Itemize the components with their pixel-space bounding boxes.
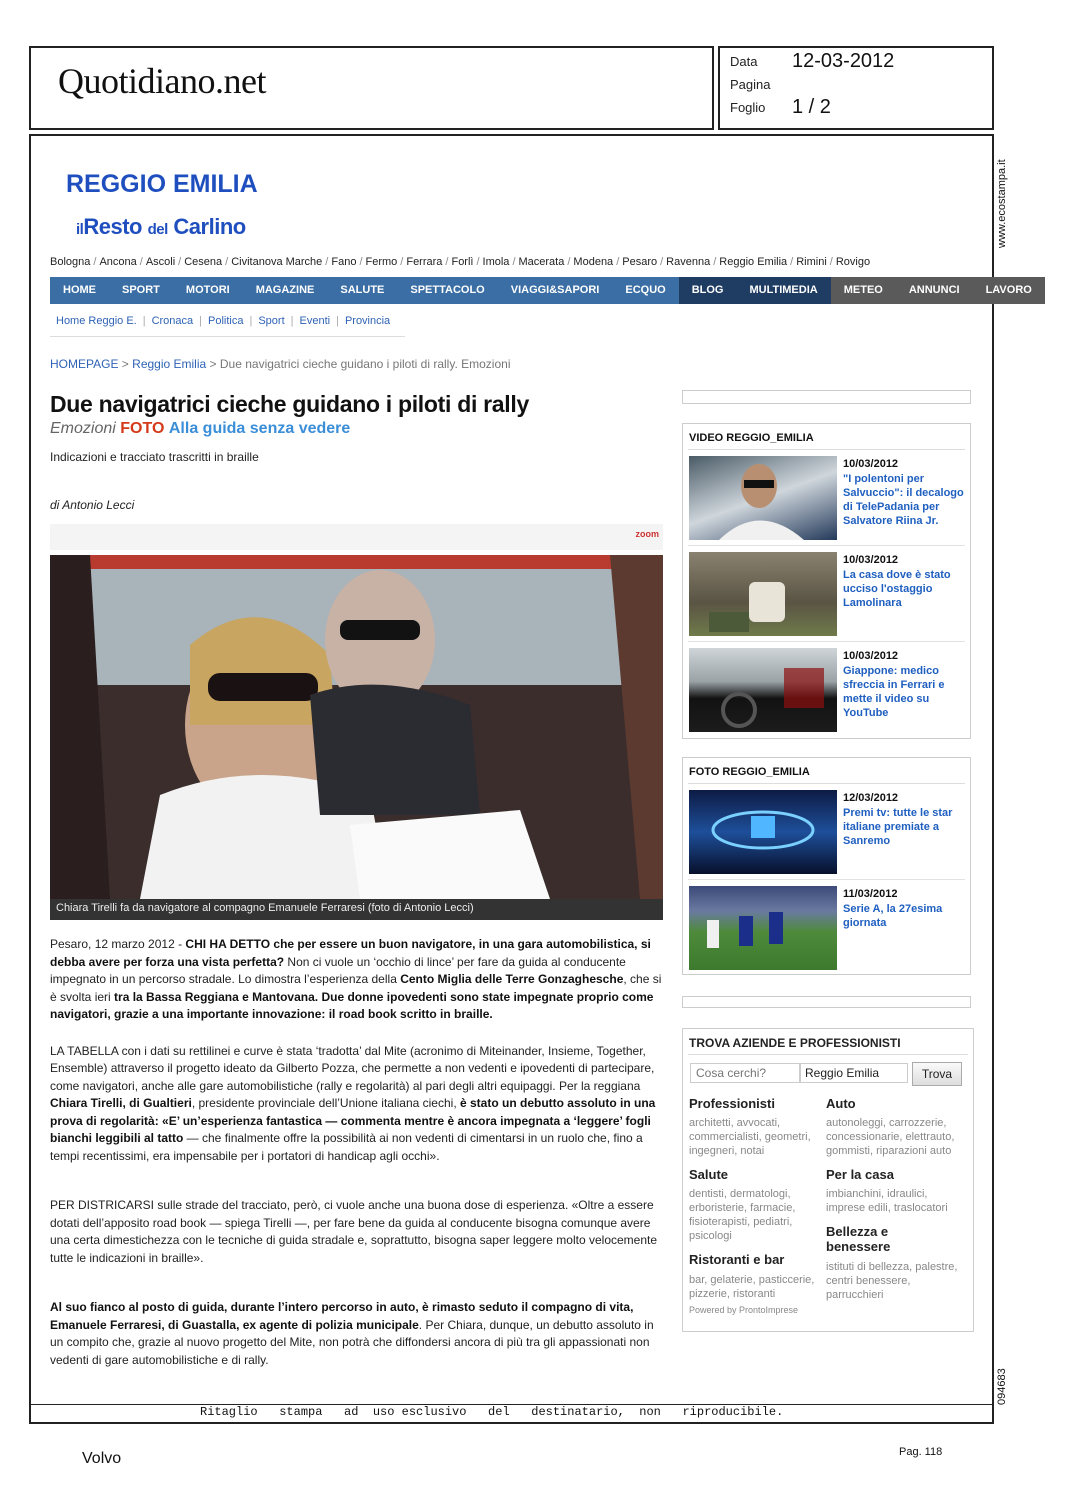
- nav-item[interactable]: SPETTACOLO: [410, 284, 485, 296]
- cat-casa-list: imbianchini, idraulici, imprese edili, traslocatori: [826, 1188, 948, 1214]
- nav-item[interactable]: BLOG: [679, 277, 737, 304]
- city-links: [50, 256, 870, 268]
- article-title: Due navigatrici cieche guidano i piloti di rally: [50, 391, 529, 417]
- article-summary: Indicazioni e tracciato trascritti in braille: [50, 450, 259, 464]
- article-photo: [50, 555, 663, 899]
- foto-date-2: 11/03/2012: [843, 888, 898, 900]
- subnav-item[interactable]: Politica: [208, 315, 244, 327]
- ad-slot-top: [682, 390, 971, 404]
- zoom-icon[interactable]: zoom: [635, 529, 659, 539]
- subnav-item[interactable]: Cronaca: [151, 315, 194, 327]
- masthead-logo: Quotidiano.net: [58, 61, 266, 101]
- subnav-separator: |: [290, 315, 294, 327]
- data-label: Data: [730, 54, 758, 69]
- subnav-rule: [50, 336, 405, 337]
- nav-item[interactable]: LAVORO: [973, 277, 1045, 304]
- city-link[interactable]: Reggio Emilia: [719, 256, 788, 268]
- main-nav: [50, 277, 1032, 304]
- footer-brand: Volvo: [82, 1450, 122, 1467]
- paragraph-1: Pesaro, 12 marzo 2012 - CHI HA DETTO che per essere un buon navigatore, in una gara automobilistica, si debba avere per forza una vista perfetta? Non ci vuole un ‘occhio di lince’ per fare da guida al conducente impegnato in un percorso stradale. Lo dimostra l’esperienza della Cento Miglia delle Terre Gonzaghesche, che si è svolta ieri tra la Bassa Reggiana e Mantovana. Due donne ipovedenti sono state impegnate proprio come navigatori, grazie a una importante innovazione: il road book scritto in braille.: [50, 937, 662, 1021]
- nav-item[interactable]: ECQUO: [625, 284, 666, 296]
- subnav-item[interactable]: Home Reggio E.: [56, 315, 137, 327]
- city-link[interactable]: Ascoli: [145, 256, 176, 268]
- city-separator: /: [660, 256, 664, 268]
- subnav-separator: |: [142, 315, 146, 327]
- share-bar: [50, 524, 663, 550]
- nav-item[interactable]: VIAGGI&SAPORI: [510, 284, 600, 296]
- city-separator: /: [567, 256, 571, 268]
- city-link[interactable]: Cesena: [184, 256, 223, 268]
- nav-item[interactable]: MAGAZINE: [255, 284, 315, 296]
- nav-item[interactable]: METEO: [831, 277, 896, 304]
- breadcrumb: HOMEPAGE > Reggio Emilia > Due navigatrici cieche guidano i piloti di rally. Emozioni: [50, 357, 511, 371]
- clipping-notice: Ritaglio stampa ad uso esclusivo del destinatario, non riproducibile.: [200, 1405, 784, 1419]
- photo-car-interior: [50, 555, 663, 899]
- cat-professionisti[interactable]: Professionisti: [689, 1096, 775, 1111]
- subnav-separator: |: [199, 315, 203, 327]
- cat-ristoranti[interactable]: Ristoranti e bar: [689, 1252, 785, 1267]
- foto-heading: FOTO REGGIO_EMILIA: [689, 766, 810, 778]
- breadcrumb-section[interactable]: Reggio Emilia: [132, 357, 207, 371]
- city-link[interactable]: Macerata: [518, 256, 565, 268]
- video-date-1: 10/03/2012: [843, 458, 899, 470]
- city-separator: /: [225, 256, 229, 268]
- cat-auto-list: autonoleggi, carrozzerie, concessionarie, elettrauto, gommisti, riparazioni auto: [826, 1117, 955, 1157]
- sub-nav: [56, 315, 390, 327]
- foto-title-2[interactable]: Serie A, la 27esima giornata: [843, 903, 943, 929]
- foglio-label: Foglio: [730, 100, 766, 115]
- city-separator: /: [476, 256, 480, 268]
- city-link[interactable]: Rimini: [796, 256, 827, 268]
- paragraph-4: Al suo fianco al posto di guida, durante l’intero percorso in auto, è rimasto seduto il compagno di vita, Emanuele Ferraresi, di Guastalla, ex agente di polizia municipale. Per Chiara, dunque, un debutto assoluto in un compito che, grazie al nuovo progetto del Mite, non potrà che diffondersi ancora di più tra gli appassionati non vedenti di gare automobilistiche e di rally.: [50, 1300, 654, 1367]
- trova-button[interactable]: Trova: [912, 1062, 962, 1086]
- photo-caption: Chiara Tirelli fa da navigatore al compagno Emanuele Ferraresi (foto di Antonio Lecci): [50, 899, 663, 920]
- cat-salute[interactable]: Salute: [689, 1167, 729, 1182]
- video-thumb-1[interactable]: [689, 456, 837, 540]
- city-separator: /: [325, 256, 329, 268]
- city-link[interactable]: Rovigo: [835, 256, 871, 268]
- city-separator: /: [790, 256, 794, 268]
- city-link[interactable]: Forlì: [451, 256, 474, 268]
- nav-item[interactable]: HOME: [63, 284, 96, 296]
- video-heading: VIDEO REGGIO_EMILIA: [689, 432, 814, 444]
- city-separator: /: [512, 256, 516, 268]
- city-link[interactable]: Ravenna: [666, 256, 711, 268]
- footer-page: Pag. 118: [899, 1446, 943, 1458]
- city-separator: /: [829, 256, 833, 268]
- paragraph-3: PER DISTRICARSI sulle strade del tracciato, però, ci vuole anche una buona dose di esperienza. «Oltre a essere dotati dell’apposito road book — spiega Tirelli —, per fare bene da guida al conducente bisogna comunque avere una certa dimestichezza con le tecniche di guida stradale e, soprattutto, bisogna saper leggere molto velocemente tutte le indicazioni in braille».: [50, 1198, 658, 1265]
- city-separator: /: [93, 256, 97, 268]
- city-link[interactable]: Bologna: [50, 256, 91, 268]
- side-url: www.ecostampa.it: [996, 159, 1008, 248]
- breadcrumb-current: Due navigatrici cieche guidano i piloti di rally. Emozioni: [219, 357, 511, 371]
- article-subtitle: [50, 420, 350, 438]
- cat-auto[interactable]: Auto: [826, 1096, 856, 1111]
- city-link[interactable]: Pesaro: [622, 256, 658, 268]
- subnav-item[interactable]: Provincia: [344, 315, 391, 327]
- video-title-3[interactable]: Giappone: medico sfreccia in Ferrari e mette il video su YouTube: [843, 665, 945, 719]
- city-link[interactable]: Modena: [573, 256, 614, 268]
- ad-slot-middle: [682, 996, 971, 1008]
- cat-salute-list: dentisti, dermatologi, erboristerie, farmacie, fisioterapisti, pediatri, psicologi: [689, 1188, 796, 1242]
- subnav-separator: |: [336, 315, 339, 327]
- city-separator: /: [139, 256, 143, 268]
- tagline: Alla guida senza vedere: [168, 420, 351, 437]
- brand-del: del: [147, 221, 168, 238]
- city-link[interactable]: Imola: [482, 256, 510, 268]
- foto-label[interactable]: FOTO: [120, 420, 165, 437]
- foto-thumb-2[interactable]: [689, 886, 837, 970]
- city-heading: REGGIO EMILIA: [66, 170, 258, 198]
- nav-item[interactable]: SPORT: [122, 284, 160, 296]
- cat-bellezza-list: istituti di bellezza, palestre, centri benessere, parrucchieri: [826, 1261, 958, 1301]
- city-separator: /: [713, 256, 717, 268]
- city-separator: /: [616, 256, 620, 268]
- city-separator: /: [359, 256, 363, 268]
- video-date-2: 10/03/2012: [843, 554, 899, 566]
- brand-carlino: Carlino: [173, 214, 246, 239]
- subnav-item[interactable]: Eventi: [299, 315, 331, 327]
- video-rule-1: [688, 545, 965, 546]
- city-separator: /: [445, 256, 449, 268]
- foto-date-1: 12/03/2012: [843, 792, 899, 804]
- nav-item[interactable]: ANNUNCI: [896, 277, 973, 304]
- video-thumb-2[interactable]: [689, 552, 837, 636]
- trova-heading-rule: [688, 1054, 968, 1055]
- cat-bellezza[interactable]: Bellezza e benessere: [826, 1224, 891, 1254]
- foto-rule-1: [688, 879, 965, 880]
- trova-heading: TROVA AZIENDE E PROFESSIONISTI: [689, 1036, 901, 1050]
- pagina-label: Pagina: [730, 77, 771, 92]
- kicker: Emozioni: [50, 420, 116, 437]
- subnav-item[interactable]: Sport: [258, 315, 285, 327]
- breadcrumb-home[interactable]: HOMEPAGE: [50, 357, 119, 371]
- foto-heading-rule: [688, 783, 965, 784]
- city-link[interactable]: Civitanova Marche: [231, 256, 323, 268]
- paragraph-2: LA TABELLA con i dati su rettilinei e curve è stata ‘tradotta’ dal Mite (acronimo di Miteinander, Insieme, Together, Ensemble) attraverso il progetto ideato da Gilberto Pozza, che permette a non vedenti e ipovedenti di partecipare, come navigatori, anche alle gare automobilistiche (rally e regolarità) al pari degli altri equipaggi. Per la reggiana Chiara Tirelli, di Gualtieri, presidente provinciale dell’Unione italiana ciechi, è stato un debutto assoluto in una prova di regolarità: «E’ un’esperienza fantastica — commenta mentre è ancora impegnata a ‘leggere’ fogli bianchi leggibili al tatto — che finalmente offre la possibilità ai non vedenti di cimentarsi in un ruolo che, fino a tempi recentissimi, era impensabile per i portatori di handicap agli occhi».: [50, 1043, 656, 1163]
- foglio-value: 1 / 2: [792, 96, 831, 118]
- video-rule-2: [688, 641, 965, 642]
- city-separator: /: [178, 256, 182, 268]
- cat-professionisti-list: architetti, avvocati, commercialisti, geometri, ingegneri, notai: [689, 1117, 811, 1157]
- cat-casa[interactable]: Per la casa: [826, 1167, 894, 1182]
- article-author: di Antonio Lecci: [50, 498, 135, 512]
- nav-item[interactable]: MOTORI: [185, 284, 230, 296]
- city-link[interactable]: Ferrara: [406, 256, 443, 268]
- article-body: [50, 936, 664, 1369]
- subnav-separator: |: [249, 315, 253, 327]
- powered-by: Powered by ProntoImprese: [689, 1305, 799, 1315]
- side-code: 094683: [996, 1368, 1008, 1405]
- video-title-1[interactable]: "I polentoni per Salvuccio": il decalogo di TelePadania per Salvatore Riina Jr.: [843, 473, 964, 527]
- carlino-logo[interactable]: [76, 214, 246, 240]
- city-link[interactable]: Fano: [331, 256, 357, 268]
- video-thumb-3[interactable]: [689, 648, 837, 732]
- trova-what-input[interactable]: [690, 1063, 800, 1083]
- foto-thumb-1[interactable]: [689, 790, 837, 874]
- video-title-2[interactable]: La casa dove è stato ucciso l'ostaggio Lamolinara: [843, 569, 951, 609]
- data-value: 12-03-2012: [792, 50, 895, 72]
- brand-il: il: [76, 221, 84, 238]
- cat-ristoranti-list: bar, gelaterie, pasticcerie, pizzerie, ristoranti: [689, 1274, 815, 1300]
- nav-item[interactable]: MULTIMEDIA: [736, 277, 830, 304]
- nav-item[interactable]: SALUTE: [340, 284, 385, 296]
- city-link[interactable]: Ancona: [99, 256, 137, 268]
- video-heading-rule: [688, 449, 965, 450]
- video-date-3: 10/03/2012: [843, 650, 899, 662]
- foto-title-1[interactable]: Premi tv: tutte le star italiane premiate a Sanremo: [843, 807, 953, 847]
- city-link[interactable]: Fermo: [365, 256, 398, 268]
- city-separator: /: [400, 256, 404, 268]
- trova-where-input[interactable]: Reggio Emilia: [800, 1063, 908, 1083]
- brand-resto: Resto: [83, 214, 142, 239]
